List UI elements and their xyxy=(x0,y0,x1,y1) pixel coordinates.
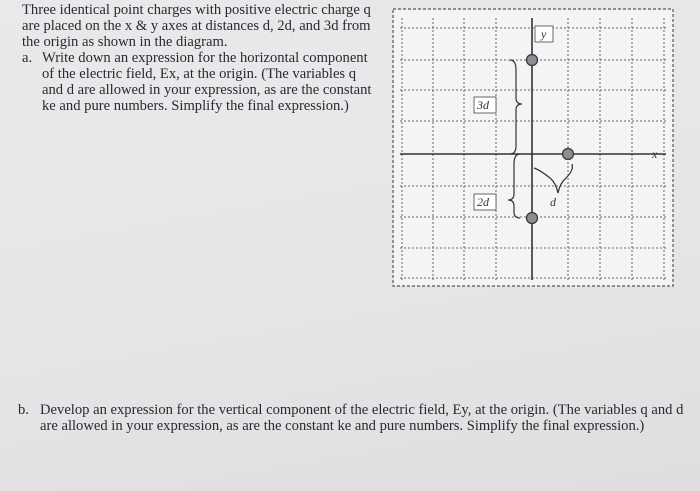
charge-3d xyxy=(527,55,538,66)
charge-2d xyxy=(527,213,538,224)
part-a-label: a. xyxy=(22,50,33,66)
charge-d xyxy=(563,149,574,160)
label-2d: 2d xyxy=(477,195,489,209)
part-b xyxy=(18,402,700,434)
part-b-label: b. xyxy=(18,402,29,418)
label-3d: 3d xyxy=(477,98,489,112)
y-axis-label: y xyxy=(541,27,547,41)
part-b-text: Develop an expression for the vertical component of the electric field, Ey, at the origin. (The variables q and d are allowed in your expression, as are the constant ke and pure numbers. Simplify the final expression.) xyxy=(40,402,684,434)
charge-diagram xyxy=(392,8,674,288)
diagram-border xyxy=(393,9,673,286)
part-a xyxy=(22,50,377,114)
problem-intro: Three identical point charges with positive electric charge q are placed on the x & y axes at distances d, 2d, and 3d from the origin as shown in the diagram. xyxy=(22,2,371,50)
part-a-text: Write down an expression for the horizontal component of the electric field, Ex, at the origin. (The variables q and d are allowed in your expression, as are the constant ke and pure numbers. Simplify the final expression.) xyxy=(42,50,372,114)
label-d: d xyxy=(550,195,556,209)
problem-statement xyxy=(22,2,377,114)
x-axis-label: x xyxy=(652,147,658,161)
